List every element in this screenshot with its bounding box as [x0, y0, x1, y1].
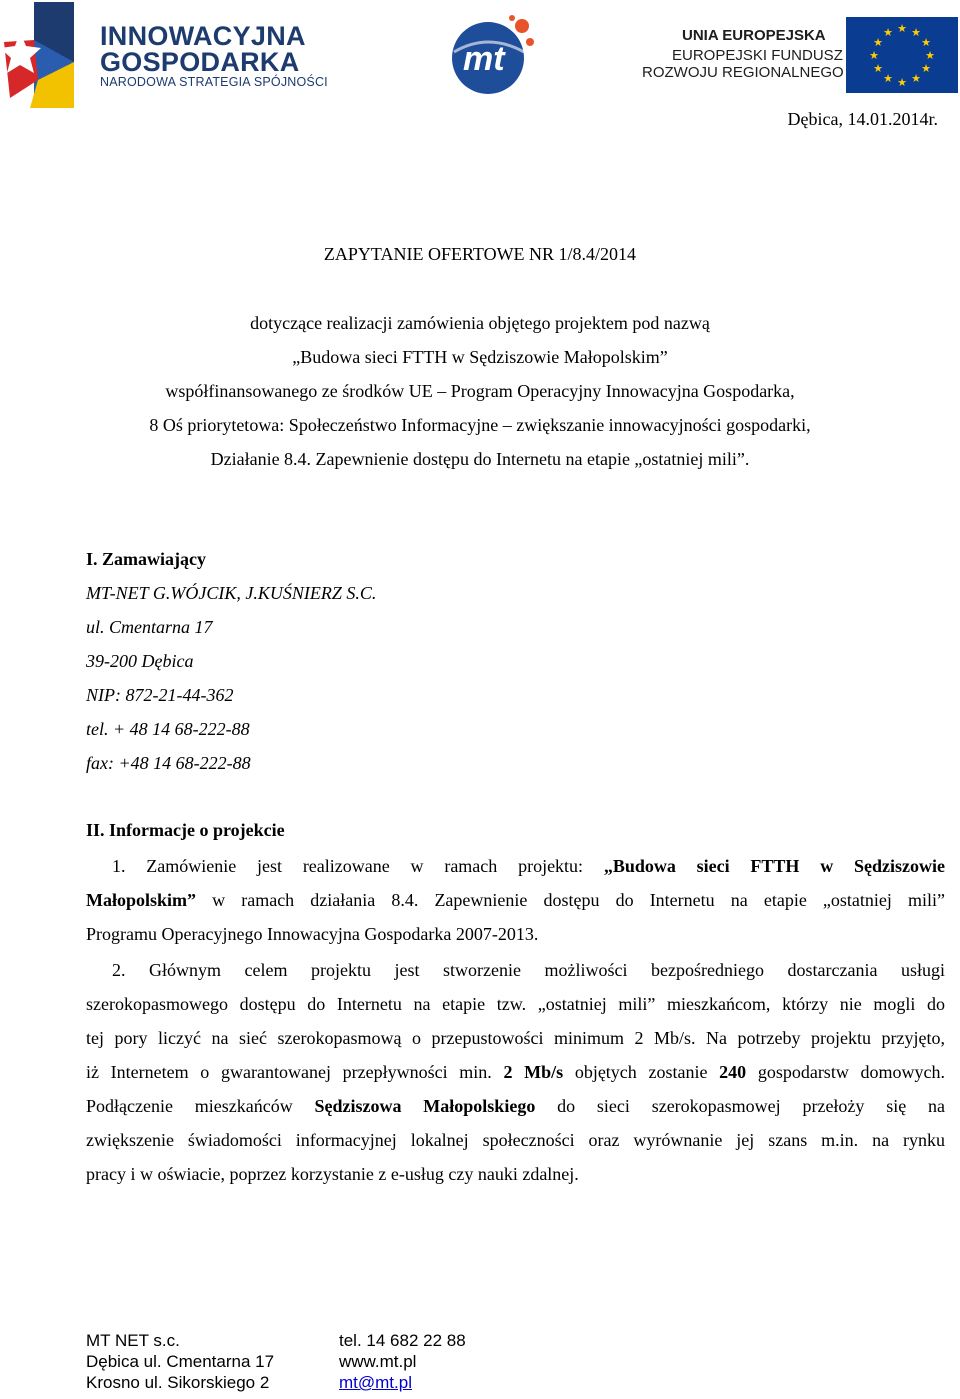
paragraph-2-line-1: 2. Głównym celem projektu jest stworzenie możliwości bezpośredniego dostarczania usługi	[112, 960, 945, 980]
town-name-bold: Sędziszowa Małopolskiego	[314, 1096, 536, 1116]
svg-text:★: ★	[911, 72, 921, 85]
svg-text:★: ★	[873, 36, 883, 49]
paragraph-text: iż Internetem o gwarantowanej przepływności min.	[86, 1062, 504, 1082]
svg-text:★: ★	[925, 49, 935, 62]
svg-text:★: ★	[897, 22, 907, 35]
intro-line: 8 Oś priorytetowa: Społeczeństwo Informacyjne – zwiększanie innowacyjności gospodarki,	[149, 415, 811, 435]
project-name-bold: „Budowa sieci FTTH w Sędziszowie	[603, 856, 945, 876]
paragraph-2-line-6: zwiększenie świadomości informacyjnej lokalnej społeczności oraz wyrównanie jej szans m.in. na rynku	[86, 1130, 945, 1150]
paragraph-1-line-1	[112, 856, 945, 878]
paragraph-1-line-3: Programu Operacyjnego Innowacyjna Gospodarka 2007-2013.	[86, 924, 539, 944]
paragraph-2-line-4	[86, 1062, 945, 1084]
footer-address-krosno: Krosno ul. Sikorskiego 2	[86, 1373, 270, 1392]
paragraph-2-line-7: pracy i w oświacie, poprzez korzystanie z e-usług czy nauki zdalnej.	[86, 1164, 579, 1184]
footer-email-link[interactable]: mt@mt.pl	[339, 1373, 412, 1392]
paragraph-2-line-3: tej pory liczyć na sieć szerokopasmową o przepustowości minimum 2 Mb/s. Na potrzeby projektu przyjęto,	[86, 1028, 945, 1048]
section-heading-zamawiajacy: I. Zamawiający	[86, 549, 206, 569]
logo-line-gospodarka: GOSPODARKA	[100, 47, 300, 77]
intro-line: współfinansowanego ze środków UE – Program Operacyjny Innowacyjna Gospodarka,	[165, 381, 795, 401]
logo-line-rozwoju: ROZWOJU REGIONALNEGO	[642, 64, 844, 81]
project-name-bold: Małopolskim”	[86, 890, 197, 910]
svg-text:★: ★	[873, 62, 883, 75]
logo-line-unia: UNIA EUROPEJSKA	[682, 27, 826, 44]
svg-text:★: ★	[911, 26, 921, 39]
logo-line-innowacyjna: INNOWACYJNA	[100, 21, 306, 51]
section-heading-informacje: II. Informacje o projekcie	[86, 820, 285, 840]
paragraph-text: gospodarstw domowych.	[746, 1062, 945, 1082]
paragraph-text: 1. Zamówienie jest realizowane w ramach projektu:	[112, 856, 604, 876]
mt-net-logo-icon	[448, 12, 536, 96]
svg-text:★: ★	[921, 62, 931, 75]
mt-net-logo	[448, 12, 536, 96]
paragraph-text: Podłączenie mieszkańców	[86, 1096, 315, 1116]
logo-line-strategia: NARODOWA STRATEGIA SPÓJNOŚCI	[100, 75, 328, 89]
document-date: Dębica, 14.01.2014r.	[787, 109, 938, 129]
client-street: ul. Cmentarna 17	[86, 617, 213, 637]
intro-project-name: „Budowa sieci FTTH w Sędziszowie Małopolskim”	[292, 347, 668, 367]
footer-website-link[interactable]: www.mt.pl	[339, 1352, 417, 1371]
paragraph-1-line-2	[86, 890, 945, 912]
unia-europejska-logo	[640, 14, 960, 94]
intro-line: Działanie 8.4. Zapewnienie dostępu do Internetu na etapie „ostatniej mili”.	[210, 449, 750, 469]
bandwidth-bold: 2 Mb/s	[503, 1062, 564, 1082]
footer-address-debica: Dębica ul. Cmentarna 17	[86, 1352, 275, 1371]
svg-text:★: ★	[897, 76, 907, 89]
svg-text:★: ★	[883, 72, 893, 85]
eu-flag-icon	[846, 17, 958, 93]
innowacyjna-gospodarka-logo	[4, 2, 344, 108]
svg-text:mt: mt	[463, 40, 505, 78]
paragraph-2-line-2: szerokopasmowego dostępu do Internetu na etapie tzw. „ostatniej mili” mieszkańcom, którzy nie mogli do	[86, 994, 945, 1014]
client-city: 39-200 Dębica	[86, 651, 194, 671]
client-nip: NIP: 872-21-44-362	[86, 685, 234, 705]
paragraph-text: w ramach działania 8.4. Zapewnienie dostępu do Internetu na etapie „ostatniej mili”	[196, 890, 945, 910]
household-count-bold: 240	[719, 1062, 747, 1082]
paragraph-2-line-5	[86, 1096, 945, 1118]
svg-text:★: ★	[883, 26, 893, 39]
svg-text:★: ★	[921, 36, 931, 49]
client-tel: tel. + 48 14 68-222-88	[86, 719, 250, 739]
footer-company: MT NET s.c.	[86, 1331, 180, 1350]
client-name: MT-NET G.WÓJCIK, J.KUŚNIERZ S.C.	[86, 583, 377, 603]
paragraph-text: do sieci szerokopasmowej przełoży się na	[535, 1096, 945, 1116]
logo-line-fundusz: EUROPEJSKI FUNDUSZ	[672, 47, 843, 64]
paragraph-text: objętych zostanie	[563, 1062, 720, 1082]
innowacyjna-gospodarka-emblem-icon	[4, 2, 74, 108]
svg-text:★: ★	[869, 49, 879, 62]
intro-line: dotyczące realizacji zamówienia objętego projektem pod nazwą	[250, 313, 710, 333]
document-title: ZAPYTANIE OFERTOWE NR 1/8.4/2014	[323, 244, 637, 264]
client-fax: fax: +48 14 68-222-88	[86, 753, 251, 773]
footer-phone: tel. 14 682 22 88	[339, 1331, 466, 1350]
